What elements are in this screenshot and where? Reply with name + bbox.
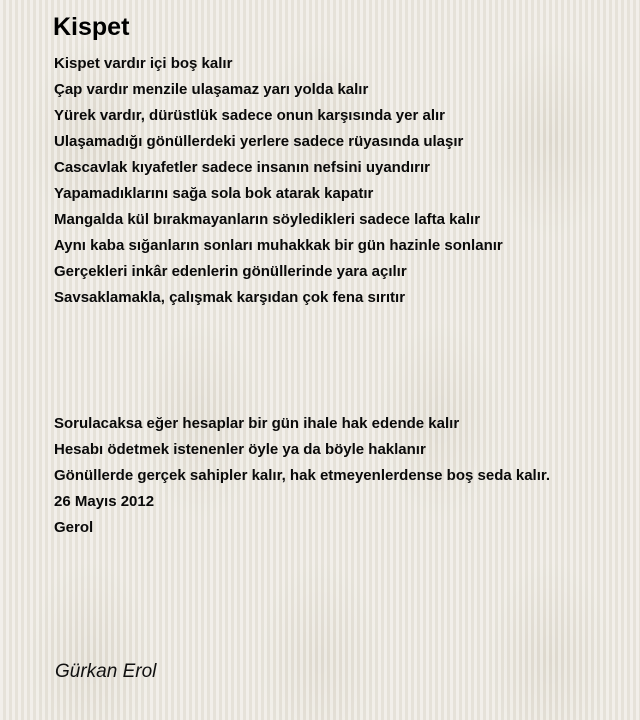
poem-line: Kispet vardır içi boş kalır — [54, 55, 233, 72]
poem-line: Yapamadıklarını sağa sola bok atarak kapatır — [54, 185, 374, 202]
poem-line: Cascavlak kıyafetler sadece insanın nefsini uyandırır — [54, 159, 431, 176]
poem-line: Mangalda kül bırakmayanların söyledikleri sadece lafta kalır — [54, 211, 481, 228]
poem-signature: Gerol — [54, 519, 94, 536]
poem-line: Sorulacaksa eğer hesaplar bir gün ihale hak edende kalır — [54, 415, 460, 432]
poem-line: Yürek vardır, dürüstlük sadece onun karşısında yer alır — [54, 107, 445, 124]
author-name: Gürkan Erol — [55, 661, 157, 682]
poem-date: 26 Mayıs 2012 — [54, 493, 155, 510]
stanza-second — [54, 411, 550, 541]
poem-line: Çap vardır menzile ulaşamaz yarı yolda kalır — [54, 81, 369, 98]
poem-line: Aynı kaba sığanların sonları muhakkak bir gün hazinle sonlanır — [54, 237, 503, 254]
poem-title: Kispet — [53, 13, 130, 41]
poem-line: Hesabı ödetmek istenenler öyle ya da böyle haklanır — [54, 441, 426, 458]
poem-line: Gönüllerde gerçek sahipler kalır, hak etmeyenlerdense boş seda kalır. — [54, 467, 551, 484]
poem-line: Savsaklamakla, çalışmak karşıdan çok fena sırıtır — [54, 289, 406, 306]
poem-line: Gerçekleri inkâr edenlerin gönüllerinde yara açılır — [54, 263, 407, 280]
stanza-first — [54, 51, 503, 311]
poem-line: Ulaşamadığı gönüllerdeki yerlere sadece rüyasında ulaşır — [54, 133, 464, 150]
